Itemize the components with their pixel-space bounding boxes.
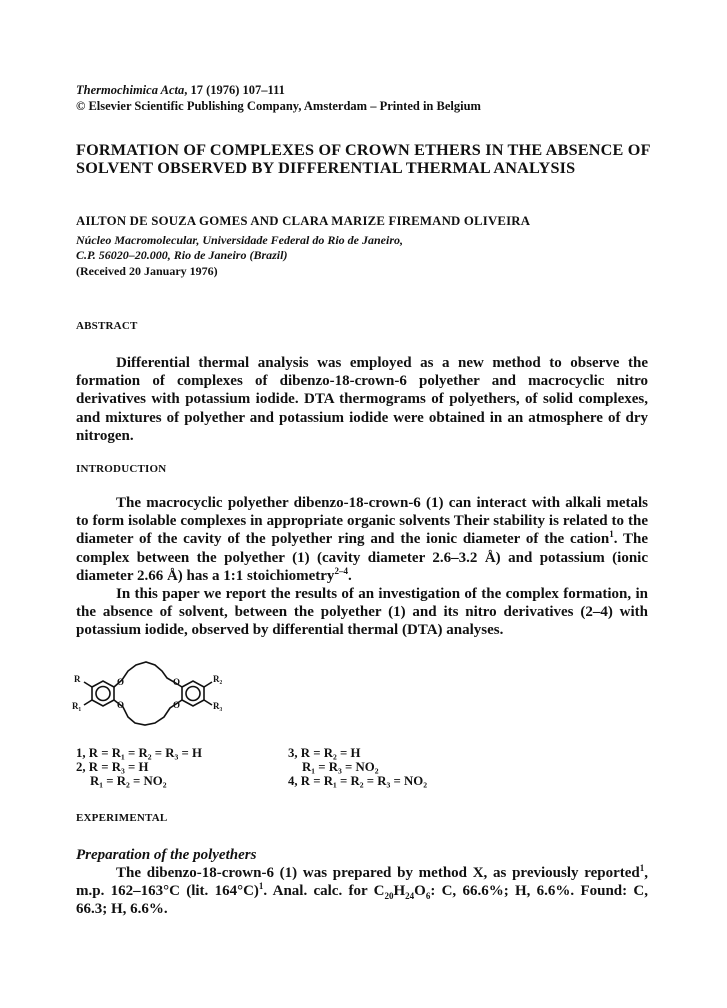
preparation-subheading: Preparation of the polyethers	[76, 847, 257, 863]
received-date: (Received 20 January 1976)	[76, 264, 218, 278]
intro-p1-c: .	[347, 567, 352, 584]
upper-polyether-bridge	[114, 662, 182, 687]
exp-t5: O	[414, 883, 426, 900]
authors: AILTON DE SOUZA GOMES AND CLARA MARIZE FIREMAND OLIVEIRA	[76, 214, 531, 228]
experimental-body	[76, 864, 648, 919]
label-oxygen-1: O	[117, 677, 125, 687]
introduction-heading: INTRODUCTION	[76, 463, 167, 475]
compound-3b: R₁ = R₃ = NO₂	[302, 760, 379, 774]
affiliation-line2: C.P. 56020–20.000, Rio de Janeiro (Brazil)	[76, 248, 288, 262]
citation-text: , 17 (1976) 107–111	[184, 83, 285, 97]
label-oxygen-2: O	[117, 700, 125, 710]
affiliation-line1: Núcleo Macromolecular, Universidade Federal do Rio de Janeiro,	[76, 233, 403, 247]
abstract-heading: ABSTRACT	[76, 320, 138, 332]
label-r1: R₁	[72, 701, 82, 711]
left-aromatic-circle	[96, 687, 110, 701]
r-bond	[84, 682, 92, 687]
intro-p1-a: The macrocyclic polyether dibenzo-18-crown-6 (1) can interact with alkali metals to form isolable complexes in appropriate organic solvents Their stability is related to the diameter of the cavity of the polyether ring and the ionic diameter of the cation	[76, 495, 648, 548]
label-r2: R₂	[213, 674, 223, 684]
experimental-paragraph	[76, 864, 648, 919]
abstract-text: Differential thermal analysis was employed as a new method to observe the formation of complexes of dibenzo-18-crown-6 polyether and macrocyclic nitro derivatives with potassium iodide. DTA thermograms of polyethers, of solid complexes, and mixtures of polyether and potassium iodide were obtained in an atmosphere of dry nitrogen.	[76, 355, 648, 444]
journal-name: Thermochimica Acta	[76, 83, 185, 97]
exp-ref: 1	[639, 863, 645, 873]
compound-4: 4, R = R₁ = R₂ = R₃ = NO₂	[288, 774, 428, 788]
exp-t2: , m.p. 162–163°C (lit. 164°C)	[76, 865, 648, 900]
abstract-body	[76, 354, 648, 445]
exp-c-sub: 20	[384, 891, 394, 902]
right-aromatic-circle	[186, 687, 200, 701]
label-r3: R₃	[213, 701, 223, 711]
compound-2b: R₁ = R₂ = NO₂	[90, 774, 167, 788]
experimental-heading: EXPERIMENTAL	[76, 812, 168, 824]
introduction-body	[76, 494, 648, 640]
exp-t1: The dibenzo-18-crown-6 (1) was prepared by method X, as previously reported	[116, 865, 640, 881]
label-oxygen-4: O	[173, 700, 181, 710]
exp-t6: : C, 66.6%; H, 6.6%. Found: C, 66.3; H, 6.6%.	[76, 883, 648, 918]
label-oxygen-3: O	[173, 677, 181, 687]
compound-legend	[76, 746, 476, 792]
affiliation	[76, 233, 403, 263]
journal-header	[76, 82, 481, 114]
paper-title: FORMATION OF COMPLEXES OF CROWN ETHERS IN THE ABSENCE OF SOLVENT OBSERVED BY DIFFERENTIAL THERMAL ANALYSIS	[76, 141, 651, 177]
crown-ether-structure	[70, 660, 240, 742]
exp-ref2: 1	[258, 881, 264, 892]
exp-t3: . Anal. calc. for C	[263, 883, 385, 900]
r2-bond	[204, 682, 212, 687]
label-r: R	[74, 674, 81, 684]
journal-citation	[76, 82, 481, 98]
intro-p1-b: . The complex between the polyether (1) (cavity diameter 2.6–3.2 Å) and potassium (ionic diameter 2.66 Å) has a 1:1 stoichiometry	[76, 531, 648, 584]
ref-2-4: 2–4	[334, 565, 348, 576]
exp-t4: H	[393, 883, 406, 900]
r1-bond	[84, 700, 92, 705]
compound-2a: 2, R = R₃ = H	[76, 760, 149, 774]
intro-paragraph-1	[76, 494, 648, 585]
r3-bond	[204, 700, 212, 705]
lower-polyether-bridge	[114, 700, 182, 725]
copyright-line: © Elsevier Scientific Publishing Company, Amsterdam – Printed in Belgium	[76, 99, 481, 113]
compound-1: 1, R = R₁ = R₂ = R₃ = H	[76, 746, 202, 760]
exp-o-sub: 6	[425, 891, 431, 902]
exp-h-sub: 24	[405, 891, 415, 902]
compound-3a: 3, R = R₂ = H	[288, 746, 361, 760]
intro-paragraph-2: In this paper we report the results of an investigation of the complex formation, in the absence of solvent, between the polyether (1) and its nitro derivatives (2–4) with potassium iodide, observed by differential thermal (DTA) analyses.	[76, 586, 648, 639]
ref-1: 1	[609, 529, 614, 540]
